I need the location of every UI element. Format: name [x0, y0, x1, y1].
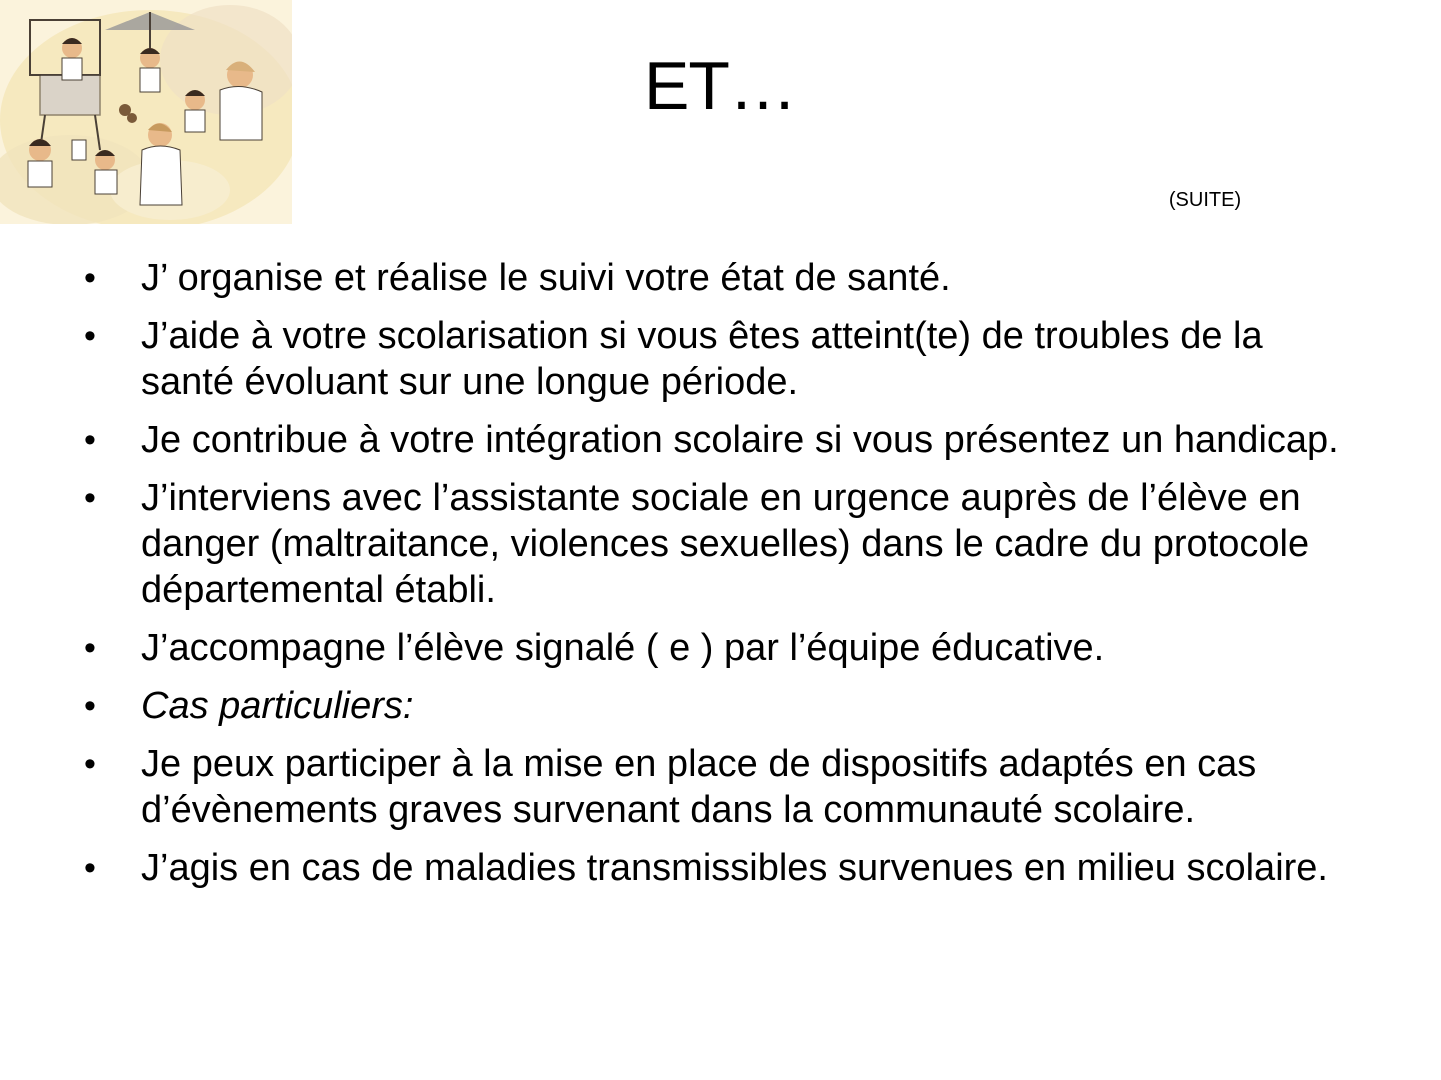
bullet-text: J’accompagne l’élève signalé ( e ) par l’équipe éducative.: [141, 627, 1105, 669]
slide-title: ET…: [644, 48, 796, 124]
bullet-dot-icon: •: [84, 479, 96, 517]
bullet-item: [84, 625, 1364, 671]
bullet-dot-icon: •: [84, 421, 96, 459]
bullet-dot-icon: •: [84, 745, 96, 783]
bullet-dot-icon: •: [84, 849, 96, 887]
bullet-dot-icon: •: [84, 259, 96, 297]
bullet-item: [84, 255, 1364, 301]
bullet-text: J’aide à votre scolarisation si vous êtes atteint(te) de troubles de la santé évoluant sur une longue période.: [141, 315, 1263, 403]
bullet-item: [84, 417, 1364, 463]
slide-subtitle: (SUITE): [1168, 189, 1242, 211]
bullet-dot-icon: •: [84, 687, 96, 725]
bullet-text: J’ organise et réalise le suivi votre état de santé.: [141, 257, 951, 299]
bullet-item: [84, 313, 1364, 405]
bullet-list: [84, 255, 1364, 903]
bullet-item: [84, 683, 1364, 729]
bullet-item: [84, 845, 1364, 891]
bullet-text: J’interviens avec l’assistante sociale en urgence auprès de l’élève en danger (maltraitance, violences sexuelles) dans le cadre du protocole départemental établi.: [141, 477, 1310, 611]
bullet-text: Cas particuliers:: [141, 685, 414, 727]
school-nurse-illustration: [0, 0, 292, 224]
bullet-item: [84, 475, 1364, 613]
bullet-dot-icon: •: [84, 317, 96, 355]
bullet-text: Je contribue à votre intégration scolaire si vous présentez un handicap.: [141, 419, 1339, 461]
bullet-text: Je peux participer à la mise en place de dispositifs adaptés en cas d’évènements graves survenant dans la communauté scolaire.: [141, 743, 1257, 831]
bullet-text: J’agis en cas de maladies transmissibles survenues en milieu scolaire.: [141, 847, 1328, 889]
bullet-dot-icon: •: [84, 629, 96, 667]
bullet-item: [84, 741, 1364, 833]
